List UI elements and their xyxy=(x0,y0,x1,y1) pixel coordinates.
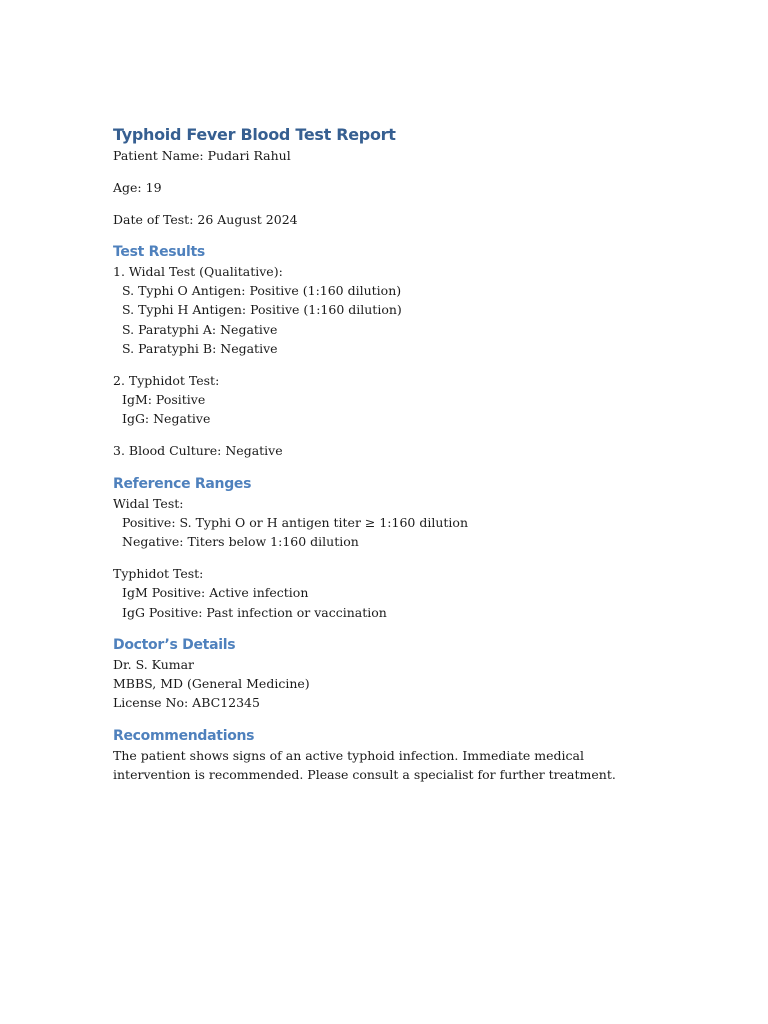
ref-widal-negative: Negative: Titers below 1:160 dilution xyxy=(122,534,359,550)
doctor-details-heading: Doctor’s Details xyxy=(113,636,236,653)
ref-widal-positive: Positive: S. Typhi O or H antigen titer ≥ 1:160 dilution xyxy=(122,514,468,530)
typhidot-test-title: 2. Typhidot Test: xyxy=(113,372,220,388)
doctor-qualification: MBBS, MD (General Medicine) xyxy=(113,676,310,692)
doctor-name: Dr. S. Kumar xyxy=(113,656,195,672)
widal-result-h-antigen: S. Typhi H Antigen: Positive (1:160 dilution) xyxy=(122,302,402,318)
patient-age: Age: 19 xyxy=(113,179,162,195)
reference-ranges-heading: Reference Ranges xyxy=(113,475,252,492)
ref-typhidot-igg: IgG Positive: Past infection or vaccination xyxy=(122,604,387,620)
blood-culture-result: 3. Blood Culture: Negative xyxy=(113,443,283,459)
widal-result-paratyphi-a: S. Paratyphi A: Negative xyxy=(122,321,278,337)
widal-test-title: 1. Widal Test (Qualitative): xyxy=(113,263,283,279)
doctor-license: License No: ABC12345 xyxy=(113,695,260,711)
recommendations-heading: Recommendations xyxy=(113,727,255,744)
test-results-heading: Test Results xyxy=(113,243,205,260)
typhidot-result-igg: IgG: Negative xyxy=(122,411,211,427)
ref-typhidot-title: Typhidot Test: xyxy=(113,565,204,581)
report-title: Typhoid Fever Blood Test Report xyxy=(113,125,396,144)
recommendations-text: The patient shows signs of an active typhoid infection. Immediate medical intervention is recommended. Please consult a specialist for further treatment. xyxy=(113,747,616,783)
widal-result-o-antigen: S. Typhi O Antigen: Positive (1:160 dilution) xyxy=(122,283,402,299)
test-date: Date of Test: 26 August 2024 xyxy=(113,211,298,227)
report-body xyxy=(113,124,673,784)
widal-result-paratyphi-b: S. Paratyphi B: Negative xyxy=(122,341,278,357)
typhidot-result-igm: IgM: Positive xyxy=(122,392,206,408)
ref-widal-title: Widal Test: xyxy=(113,495,184,511)
ref-typhidot-igm: IgM Positive: Active infection xyxy=(122,585,309,601)
patient-name: Patient Name: Pudari Rahul xyxy=(113,148,291,163)
